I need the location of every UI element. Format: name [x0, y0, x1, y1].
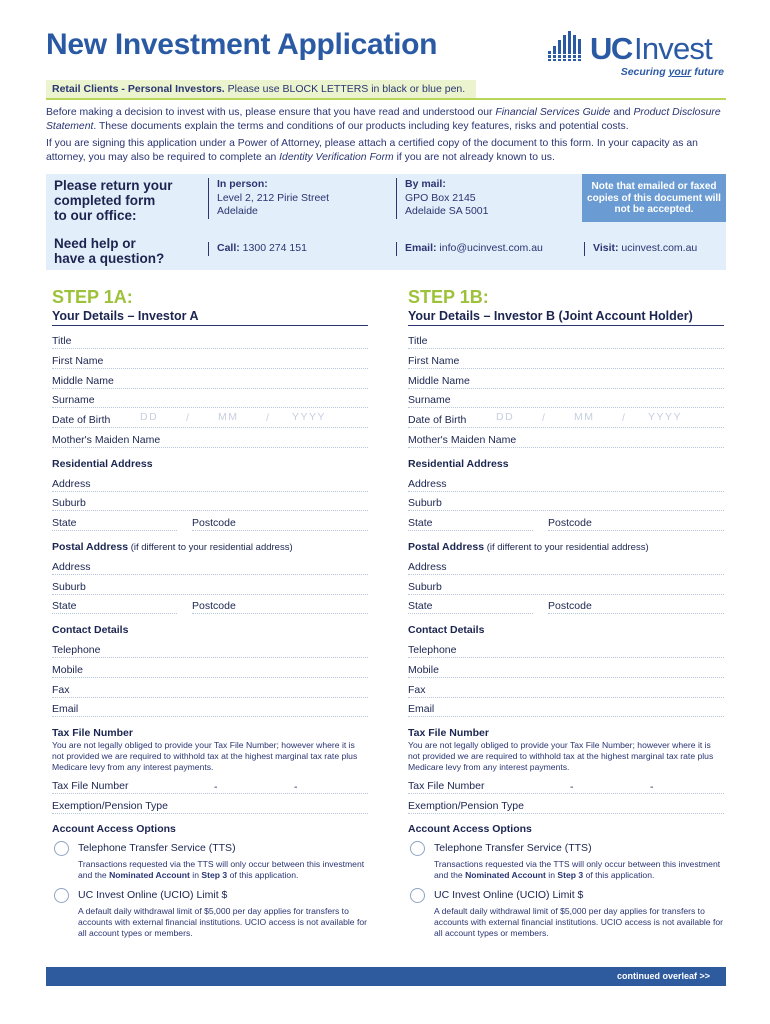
- ucio-radio[interactable]: [54, 888, 69, 903]
- dob-field[interactable]: Date of Birth: [52, 414, 368, 426]
- dob-separator: /: [186, 412, 189, 424]
- postal-suburb-field[interactable]: Suburb: [52, 581, 368, 593]
- dob-day-placeholder: DD: [496, 411, 515, 423]
- tfn-separator: -: [294, 781, 298, 793]
- ucinvest-logo: [548, 31, 728, 81]
- ucio-option-label[interactable]: UC Invest Online (UCIO) Limit $: [434, 889, 584, 901]
- dob-year-placeholder: YYYY: [292, 411, 327, 423]
- residential-state-field[interactable]: State: [52, 517, 177, 529]
- exemption-type-field[interactable]: Exemption/Pension Type: [408, 800, 724, 812]
- continued-overleaf-bar: continued overleaf >>: [46, 967, 726, 986]
- instructions-banner: Retail Clients - Personal Investors. Please use BLOCK LETTERS in black or blue pen.: [46, 80, 476, 98]
- mail-address: By mail: GPO Box 2145 Adelaide SA 5001: [396, 178, 489, 219]
- tfn-note: You are not legally obliged to provide your Tax File Number; however where it is not provided we are required to withhold tax at the highest marginal tax rate plus Medicare levy from any interest payments.: [408, 740, 714, 773]
- step-1b-heading: STEP 1B:: [408, 287, 489, 307]
- tfn-separator: -: [214, 781, 218, 793]
- tts-radio[interactable]: [54, 841, 69, 856]
- residential-postcode-field[interactable]: Postcode: [192, 517, 368, 529]
- tfn-field[interactable]: Tax File Number: [52, 780, 368, 792]
- surname-field[interactable]: Surname: [52, 394, 368, 406]
- contact-details-heading: Contact Details: [408, 624, 485, 636]
- mobile-field[interactable]: Mobile: [408, 664, 724, 676]
- logo-invest-text: Invest: [634, 31, 712, 66]
- step-1a-heading: STEP 1A:: [52, 287, 133, 307]
- intro-paragraph-2: If you are signing this application under a Power of Attorney, please attach a certified copy of the document to this form. In your capacity as an attorney, you may also be required to complete an Identity Verification Form if you are not already known to us.: [46, 138, 698, 163]
- postal-address-field[interactable]: Address: [52, 561, 368, 573]
- dob-separator: /: [266, 412, 269, 424]
- first-name-field[interactable]: First Name: [52, 355, 368, 367]
- divider: [46, 98, 726, 100]
- residential-address-field[interactable]: Address: [52, 478, 368, 490]
- residential-address-heading: Residential Address: [52, 458, 153, 470]
- ucio-option-label[interactable]: UC Invest Online (UCIO) Limit $: [78, 889, 228, 901]
- maiden-name-field[interactable]: Mother's Maiden Name: [408, 434, 724, 446]
- contact-details-heading: Contact Details: [52, 624, 129, 636]
- postal-state-field[interactable]: State: [408, 600, 533, 612]
- logo-tagline: Securing your future: [620, 66, 724, 78]
- middle-name-field[interactable]: Middle Name: [52, 375, 368, 387]
- return-info-box: [46, 174, 726, 270]
- postal-state-field[interactable]: State: [52, 600, 177, 612]
- website-link[interactable]: Visit: ucinvest.com.au: [584, 242, 697, 256]
- residential-postcode-field[interactable]: Postcode: [548, 517, 724, 529]
- dob-month-placeholder: MM: [574, 411, 595, 423]
- help-heading: Need help or have a question?: [54, 236, 165, 266]
- tfn-heading: Tax File Number: [408, 727, 489, 739]
- dob-field[interactable]: Date of Birth: [408, 414, 724, 426]
- postal-address-heading: Postal Address (if different to your residential address): [408, 541, 649, 553]
- residential-address-field[interactable]: Address: [408, 478, 724, 490]
- tfn-note: You are not legally obliged to provide your Tax File Number; however where it is not provided we are required to withhold tax at the highest marginal tax rate plus Medicare levy from any interest payments.: [52, 740, 358, 773]
- dob-separator: /: [622, 412, 625, 424]
- fax-field[interactable]: Fax: [408, 684, 724, 696]
- first-name-field[interactable]: First Name: [408, 355, 724, 367]
- postal-address-heading: Postal Address (if different to your residential address): [52, 541, 293, 553]
- residential-suburb-field[interactable]: Suburb: [408, 497, 724, 509]
- ucio-note: A default daily withdrawal limit of $5,000 per day applies for transfers to accounts with external financial institutions. UCIO access is not available for all account types or members.: [434, 906, 723, 939]
- tfn-separator: -: [570, 781, 574, 793]
- dob-year-placeholder: YYYY: [648, 411, 683, 423]
- in-person-address: In person: Level 2, 212 Pirie Street Adelaide: [208, 178, 329, 219]
- dob-month-placeholder: MM: [218, 411, 239, 423]
- ucio-radio[interactable]: [410, 888, 425, 903]
- investor-b-subtitle: Your Details – Investor B (Joint Account Holder): [408, 309, 724, 326]
- logo-bars-icon: [548, 31, 588, 65]
- tfn-heading: Tax File Number: [52, 727, 133, 739]
- postal-postcode-field[interactable]: Postcode: [192, 600, 368, 612]
- postal-postcode-field[interactable]: Postcode: [548, 600, 724, 612]
- tts-note: Transactions requested via the TTS will only occur between this investment and the Nominated Account in Step 3 of this application.: [434, 859, 721, 881]
- tfn-separator: -: [650, 781, 654, 793]
- logo-uc-text: UC: [590, 31, 632, 66]
- email-field[interactable]: Email: [408, 703, 724, 715]
- return-heading: Please return your completed form to our office:: [54, 178, 173, 223]
- investor-a-subtitle: Your Details – Investor A: [52, 309, 368, 326]
- tts-option-label: Telephone Transfer Service (TTS): [434, 842, 592, 854]
- surname-field[interactable]: Surname: [408, 394, 724, 406]
- tfn-field[interactable]: Tax File Number: [408, 780, 724, 792]
- mobile-field[interactable]: Mobile: [52, 664, 368, 676]
- email-link[interactable]: Email: info@ucinvest.com.au: [396, 242, 543, 256]
- account-access-heading: Account Access Options: [408, 823, 532, 835]
- tts-option-label: Telephone Transfer Service (TTS): [78, 842, 236, 854]
- title-field[interactable]: Title: [408, 335, 724, 347]
- telephone-field[interactable]: Telephone: [52, 644, 368, 656]
- fax-email-warning: Note that emailed or faxed copies of this document will not be accepted.: [582, 174, 726, 222]
- tts-radio[interactable]: [410, 841, 425, 856]
- dob-separator: /: [542, 412, 545, 424]
- residential-state-field[interactable]: State: [408, 517, 533, 529]
- title-field[interactable]: Title: [52, 335, 368, 347]
- page-title: New Investment Application: [46, 28, 438, 61]
- telephone-field[interactable]: Telephone: [408, 644, 724, 656]
- fax-field[interactable]: Fax: [52, 684, 368, 696]
- middle-name-field[interactable]: Middle Name: [408, 375, 724, 387]
- residential-address-heading: Residential Address: [408, 458, 509, 470]
- residential-suburb-field[interactable]: Suburb: [52, 497, 368, 509]
- intro-paragraph-1: Before making a decision to invest with us, please ensure that you have read and understood our Financial Services Guide and Product Disclosure Statement. These documents explain the terms and conditions of our products including key features, risks and potential costs.: [46, 107, 721, 132]
- call-number[interactable]: Call: 1300 274 151: [208, 242, 307, 256]
- exemption-type-field[interactable]: Exemption/Pension Type: [52, 800, 368, 812]
- account-access-heading: Account Access Options: [52, 823, 176, 835]
- tts-note: Transactions requested via the TTS will only occur between this investment and the Nominated Account in Step 3 of this application.: [78, 859, 365, 881]
- maiden-name-field[interactable]: Mother's Maiden Name: [52, 434, 368, 446]
- postal-suburb-field[interactable]: Suburb: [408, 581, 724, 593]
- dob-day-placeholder: DD: [140, 411, 159, 423]
- ucio-note: A default daily withdrawal limit of $5,000 per day applies for transfers to accounts with external financial institutions. UCIO access is not available for all account types or members.: [78, 906, 367, 939]
- email-field[interactable]: Email: [52, 703, 368, 715]
- postal-address-field[interactable]: Address: [408, 561, 724, 573]
